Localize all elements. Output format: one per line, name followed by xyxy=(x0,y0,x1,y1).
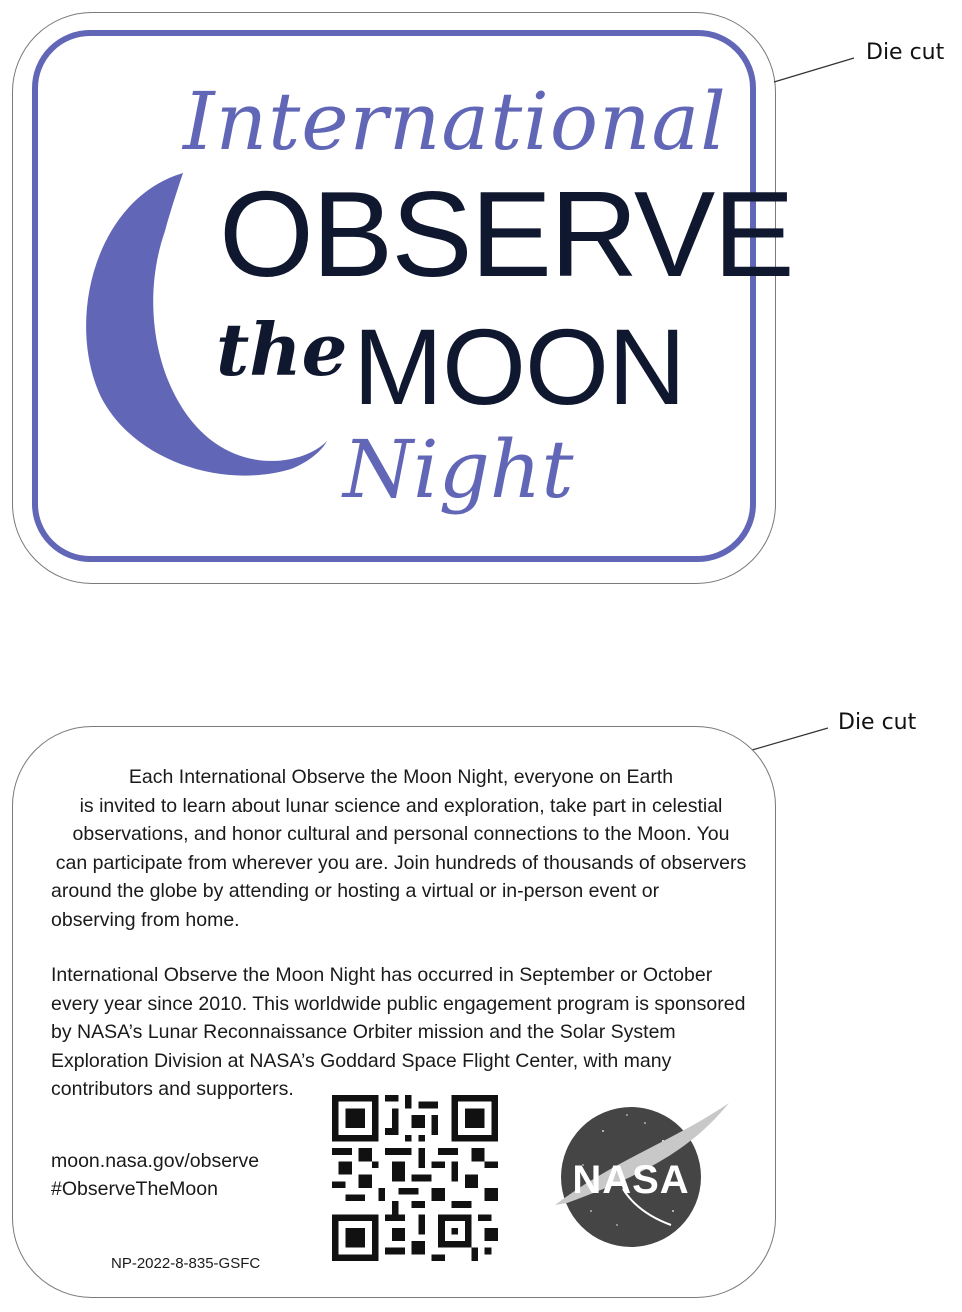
paragraph-line: is invited to learn about lunar science and exploration, take part in celestial xyxy=(79,794,723,817)
paragraph-line: observing from home. xyxy=(51,908,240,931)
paragraph-line: can participate from wherever you are. Join hundreds of thousands of observers xyxy=(55,851,747,874)
hashtag: #ObserveTheMoon xyxy=(51,1178,218,1200)
paragraph-line: Exploration Division at NASA’s Goddard Space Flight Center, with many xyxy=(51,1049,672,1072)
front-card xyxy=(12,12,793,584)
website-url[interactable]: moon.nasa.gov/observe xyxy=(51,1150,260,1172)
paragraph-line: every year since 2010. This worldwide public engagement program is sponsored xyxy=(51,992,746,1015)
die-cut-label-back: Die cut xyxy=(838,710,917,735)
paragraph-line: contributors and supporters. xyxy=(51,1078,294,1100)
publication-code: NP-2022-8-835-GSFC xyxy=(111,1255,261,1272)
title-the: the xyxy=(216,307,348,392)
nasa-logo-icon xyxy=(553,1101,733,1251)
die-cut-leader-front xyxy=(770,54,860,86)
description-paragraph xyxy=(51,763,751,934)
qr-code-icon[interactable] xyxy=(331,1095,499,1261)
links-block xyxy=(51,1147,259,1203)
nasa-logo-text: NASA xyxy=(572,1158,690,1202)
die-cut-label-front: Die cut xyxy=(866,40,945,65)
paragraph-line: around the globe by attending or hosting a virtual or in-person event or xyxy=(51,880,660,902)
title-observe: OBSERVE xyxy=(219,166,793,302)
title-night: Night xyxy=(343,423,574,516)
title-international: International xyxy=(183,75,727,168)
die-cut-leader-back xyxy=(748,724,832,754)
paragraph-line: International Observe the Moon Night has occurred in September or October xyxy=(51,964,713,986)
paragraph-line: Each International Observe the Moon Night, everyone on Earth xyxy=(128,766,674,788)
paragraph-line: observations, and honor cultural and personal connections to the Moon. You xyxy=(72,823,730,845)
title-moon: MOON xyxy=(353,306,685,427)
history-paragraph xyxy=(51,961,751,1104)
paragraph-line: by NASA’s Lunar Reconnaissance Orbiter mission and the Solar System xyxy=(51,1021,676,1043)
back-card xyxy=(12,726,776,1298)
